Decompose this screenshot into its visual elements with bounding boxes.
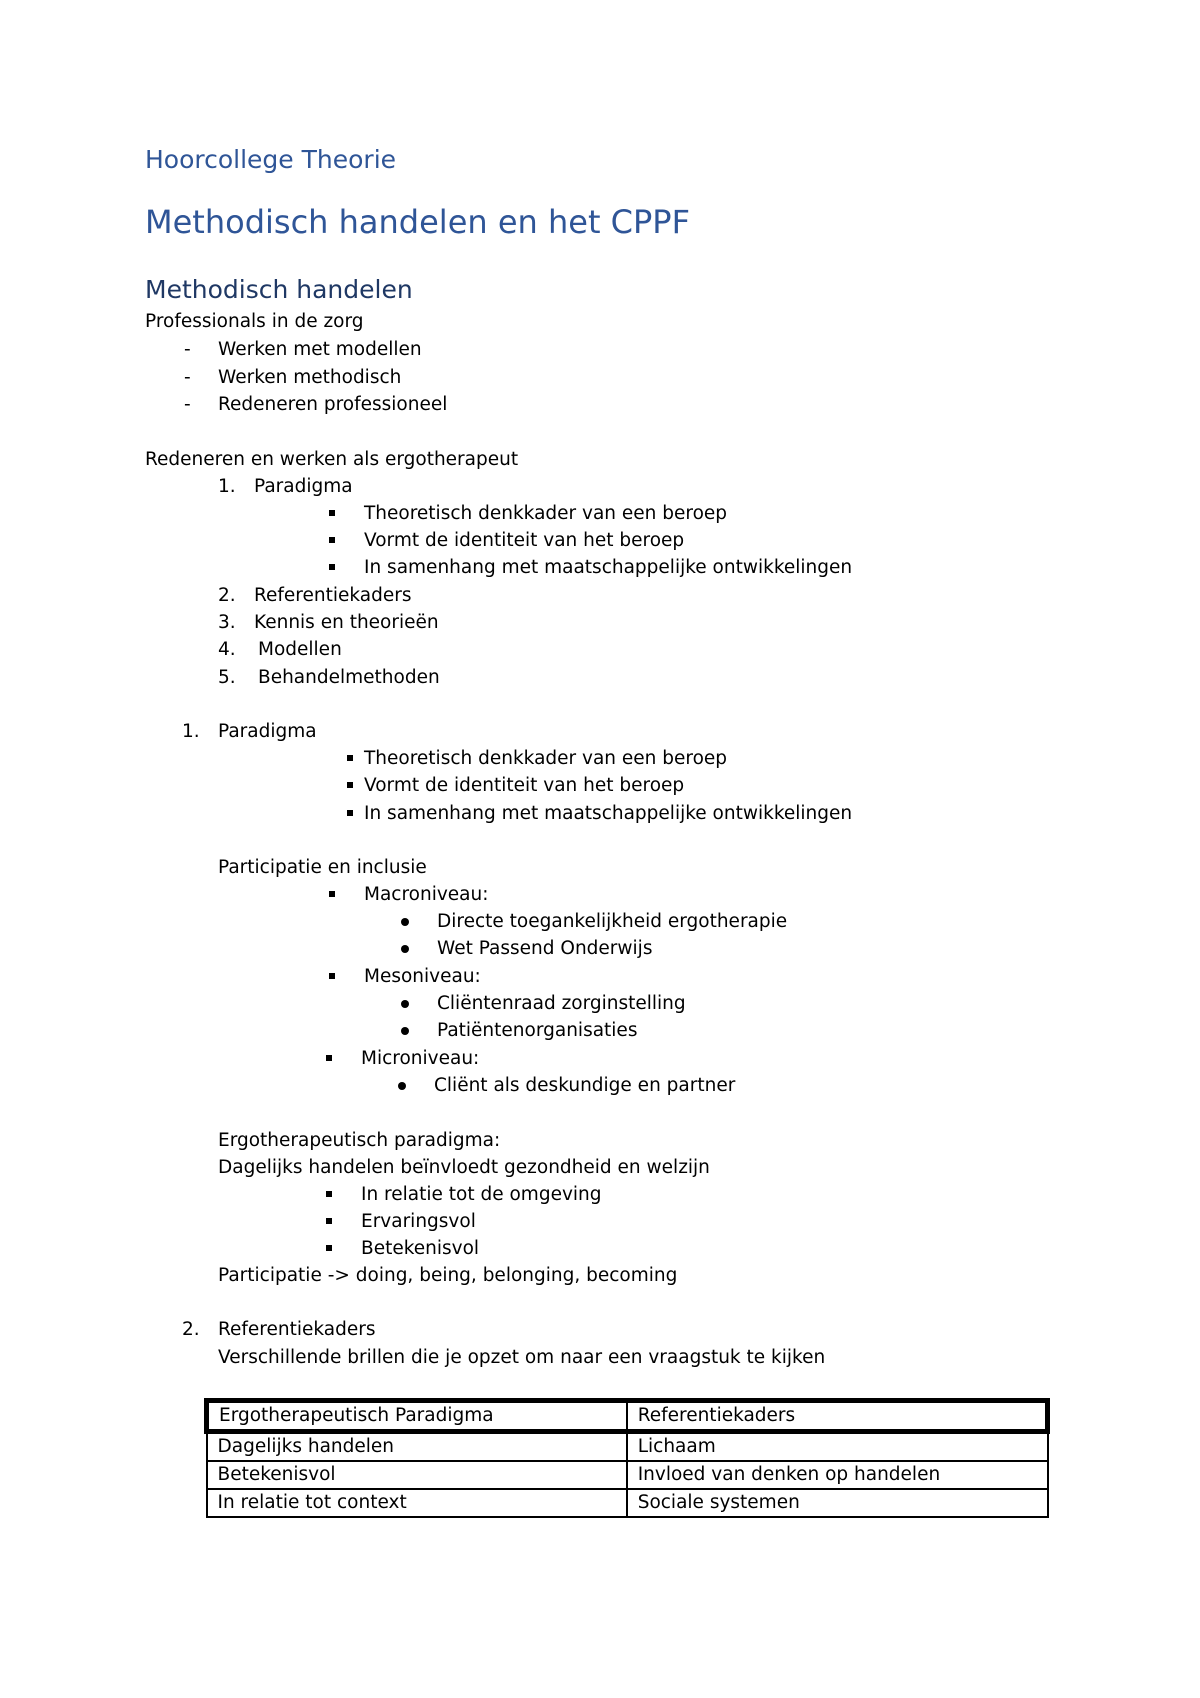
list-number: 5. [218, 667, 236, 688]
section-title: Paradigma [218, 721, 317, 742]
document-subtitle: Methodisch handelen en het CPPF [145, 203, 690, 241]
level-name: Macroniveau: [364, 884, 489, 905]
table-header-row [207, 1401, 1048, 1432]
table-row [207, 1432, 1048, 1462]
list-item: Paradigma [254, 476, 353, 497]
round-bullet-icon [401, 1000, 409, 1008]
section-number: 2. [182, 1319, 200, 1340]
list-item: Behandelmethoden [258, 667, 440, 688]
level-item: Wet Passend Onderwijs [437, 938, 653, 959]
level-item: Cliëntenraad zorginstelling [437, 993, 686, 1014]
square-bullet-icon [326, 1245, 332, 1251]
section-description: Verschillende brillen die je opzet om naar een vraagstuk te kijken [218, 1347, 826, 1368]
list-number: 3. [218, 612, 236, 633]
bullet-item: In relatie tot de omgeving [361, 1184, 602, 1205]
list-number: 1. [218, 476, 236, 497]
round-bullet-icon [398, 1082, 406, 1090]
level-name: Microniveau: [361, 1048, 480, 1069]
section-title: Referentiekaders [218, 1319, 376, 1340]
table-header-cell: Ergotherapeutisch Paradigma [207, 1401, 627, 1432]
table-cell: In relatie tot context [207, 1489, 627, 1517]
square-bullet-icon [329, 973, 335, 979]
bullet-item: Theoretisch denkkader van een beroep [364, 503, 728, 524]
level-item: Patiëntenorganisaties [437, 1020, 638, 1041]
round-bullet-icon [401, 945, 409, 953]
square-bullet-icon [329, 537, 335, 543]
square-bullet-icon [347, 782, 353, 788]
dash-marker: - [184, 339, 191, 360]
intro-label: Professionals in de zorg [145, 311, 364, 332]
table-cell: Dagelijks handelen [207, 1432, 627, 1462]
round-bullet-icon [401, 918, 409, 926]
table-cell: Betekenisvol [207, 1461, 627, 1489]
table-cell: Lichaam [627, 1432, 1048, 1462]
list-item: Referentiekaders [254, 585, 412, 606]
level-item: Cliënt als deskundige en partner [434, 1075, 736, 1096]
ergo-paradigma-sub: Dagelijks handelen beïnvloedt gezondheid en welzijn [218, 1157, 710, 1178]
bullet-item: Vormt de identiteit van het beroep [364, 775, 685, 796]
table-row [207, 1461, 1048, 1489]
list-item: Modellen [258, 639, 342, 660]
participatie-label: Participatie en inclusie [218, 857, 427, 878]
list-item: Kennis en theorieën [254, 612, 439, 633]
table-header-cell: Referentiekaders [627, 1401, 1048, 1432]
square-bullet-icon [329, 891, 335, 897]
table-cell: Sociale systemen [627, 1489, 1048, 1517]
section-heading: Methodisch handelen [145, 275, 413, 304]
square-bullet-icon [329, 564, 335, 570]
square-bullet-icon [326, 1055, 332, 1061]
section-number: 1. [182, 721, 200, 742]
comparison-table [204, 1398, 1050, 1518]
bullet-item: Betekenisvol [361, 1238, 480, 1259]
participatie-line: Participatie -> doing, being, belonging, becoming [218, 1265, 678, 1286]
dash-marker: - [184, 394, 191, 415]
bullet-item: Vormt de identiteit van het beroep [364, 530, 685, 551]
square-bullet-icon [347, 755, 353, 761]
table-cell: Invloed van denken op handelen [627, 1461, 1048, 1489]
dash-marker: - [184, 367, 191, 388]
bullet-item: In samenhang met maatschappelijke ontwikkelingen [364, 803, 853, 824]
table-row [207, 1489, 1048, 1517]
square-bullet-icon [326, 1191, 332, 1197]
bullet-item: Ervaringsvol [361, 1211, 476, 1232]
bullet-item: Theoretisch denkkader van een beroep [364, 748, 728, 769]
round-bullet-icon [401, 1027, 409, 1035]
level-item: Directe toegankelijkheid ergotherapie [437, 911, 788, 932]
bullet-item: In samenhang met maatschappelijke ontwikkelingen [364, 557, 853, 578]
dash-item: Redeneren professioneel [218, 394, 448, 415]
ergo-paradigma-label: Ergotherapeutisch paradigma: [218, 1130, 501, 1151]
list-number: 2. [218, 585, 236, 606]
dash-item: Werken methodisch [218, 367, 402, 388]
square-bullet-icon [347, 810, 353, 816]
dash-item: Werken met modellen [218, 339, 422, 360]
reasoning-label: Redeneren en werken als ergotherapeut [145, 449, 519, 470]
level-name: Mesoniveau: [364, 966, 481, 987]
list-number: 4. [218, 639, 236, 660]
square-bullet-icon [329, 510, 335, 516]
document-title: Hoorcollege Theorie [145, 145, 397, 174]
square-bullet-icon [326, 1218, 332, 1224]
